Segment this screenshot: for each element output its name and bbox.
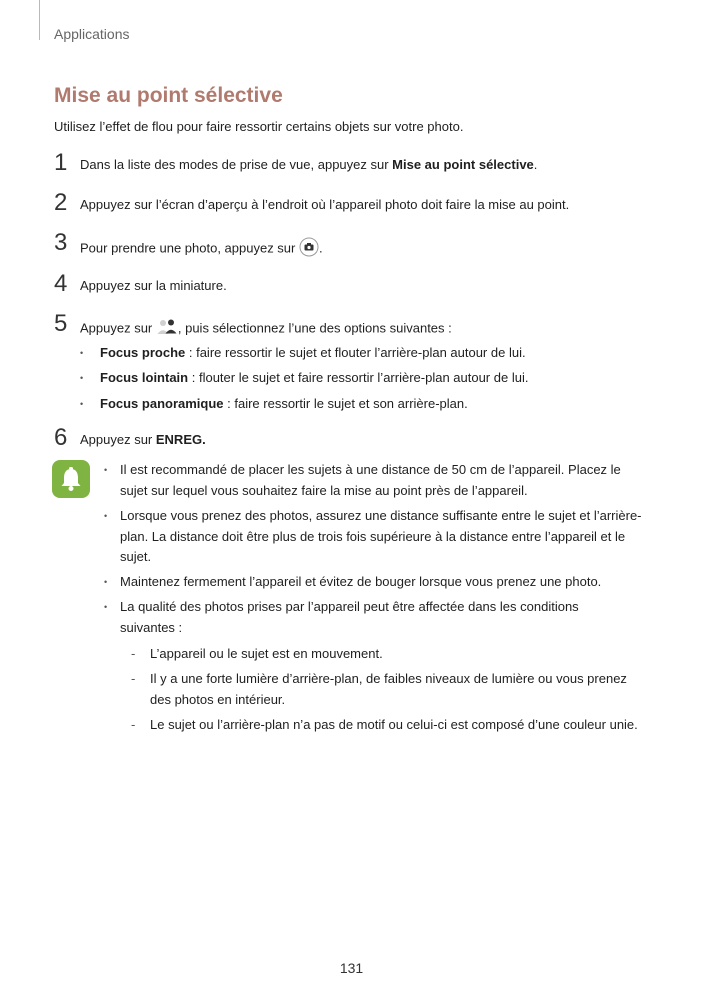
note-sub-item <box>150 669 660 710</box>
note-item <box>120 506 655 568</box>
header-divider <box>39 0 40 40</box>
note-line: • La qualité des photos prises par l’appareil peut être affectée dans les conditions <box>120 599 579 614</box>
note-item <box>120 572 655 593</box>
page-number: 131 <box>339 960 364 976</box>
step-text-part: Appuyez sur <box>80 432 156 447</box>
bell-note-icon <box>52 460 90 498</box>
step-6 <box>54 425 654 453</box>
option-label: Focus lointain <box>100 370 189 385</box>
step-1 <box>54 150 654 178</box>
note-line: • Il est recommandé de placer les sujets à une distance de 50 cm de l’appareil. Placez le <box>120 462 621 477</box>
section-header: Applications <box>54 26 130 42</box>
note-item <box>120 460 655 501</box>
step-number: 5 <box>54 310 68 337</box>
option-desc: : faire ressortir le sujet et son arrière-plan. <box>223 396 468 411</box>
note-line: des photos en intérieur. <box>150 691 286 707</box>
step-text <box>80 157 537 173</box>
step-text <box>80 432 206 448</box>
option-text <box>100 345 526 361</box>
option-label: Focus panoramique <box>100 396 224 411</box>
note-line: suivantes : <box>120 619 183 635</box>
step-text: Appuyez sur la miniature. <box>80 278 227 293</box>
option-text <box>100 370 528 386</box>
people-focus-icon <box>156 318 178 340</box>
page-title: Mise au point sélective <box>54 84 283 107</box>
note-item <box>120 597 655 638</box>
note-line: • Lorsque vous prenez des photos, assurez une distance suffisante entre le sujet et l’arrière- <box>120 508 642 523</box>
step-text-part: Dans la liste des modes de prise de vue, appuyez sur <box>80 157 393 172</box>
step-number: 6 <box>54 424 68 451</box>
step-number: 1 <box>54 149 68 176</box>
step-3 <box>54 230 654 258</box>
step-text-part: . <box>318 240 323 256</box>
step-text <box>80 237 323 261</box>
step-5 <box>54 311 654 339</box>
note-line: - Il y a une forte lumière d’arrière-plan, de faibles niveaux de lumière ou vous prenez <box>150 671 627 686</box>
camera-shutter-icon <box>299 237 319 261</box>
intro-text: Utilisez l’effet de flou pour faire ressortir certains objets sur votre photo. <box>54 119 464 134</box>
step-number: 2 <box>54 189 68 216</box>
note-line: • Maintenez fermement l’appareil et évitez de bouger lorsque vous prenez une photo. <box>120 574 602 589</box>
step-text-part: . <box>533 157 538 172</box>
note-line: - Le sujet ou l’arrière-plan n’a pas de motif ou celui-ci est composé d’une couleur unie. <box>150 717 638 732</box>
note-line: - L’appareil ou le sujet est en mouvement. <box>150 646 383 661</box>
note-line: sujet. <box>120 549 152 564</box>
option-label: Focus proche <box>100 345 186 360</box>
step-bold-term: ENREG. <box>155 432 206 447</box>
note-line: plan. La distance doit être plus de trois fois supérieure à la distance entre l’appareil et le <box>120 528 626 544</box>
note-sub-item <box>150 715 660 736</box>
step-2 <box>54 190 654 218</box>
option-desc: : faire ressortir le sujet et flouter l’arrière-plan autour de lui. <box>185 345 526 360</box>
step-number: 4 <box>54 270 68 297</box>
option-text <box>100 396 468 412</box>
step-text <box>80 318 452 340</box>
step-bold-term: Mise au point sélective <box>392 157 534 172</box>
step-4 <box>54 271 654 299</box>
note-sub-item <box>150 644 660 665</box>
step-text: Appuyez sur l’écran d’aperçu à l’endroit où l’appareil photo doit faire la mise au point. <box>80 197 570 212</box>
step-number: 3 <box>54 229 68 256</box>
option-desc: : flouter le sujet et faire ressortir l’arrière-plan autour de lui. <box>188 370 529 385</box>
step-text-part: , puis sélectionnez l’une des options suivantes : <box>177 320 452 336</box>
step-text-part: Pour prendre une photo, appuyez sur <box>80 240 299 256</box>
note-line: sujet sur lequel vous souhaitez faire la mise au point près de l’appareil. <box>120 482 528 498</box>
step-text-part: Appuyez sur <box>80 320 156 336</box>
